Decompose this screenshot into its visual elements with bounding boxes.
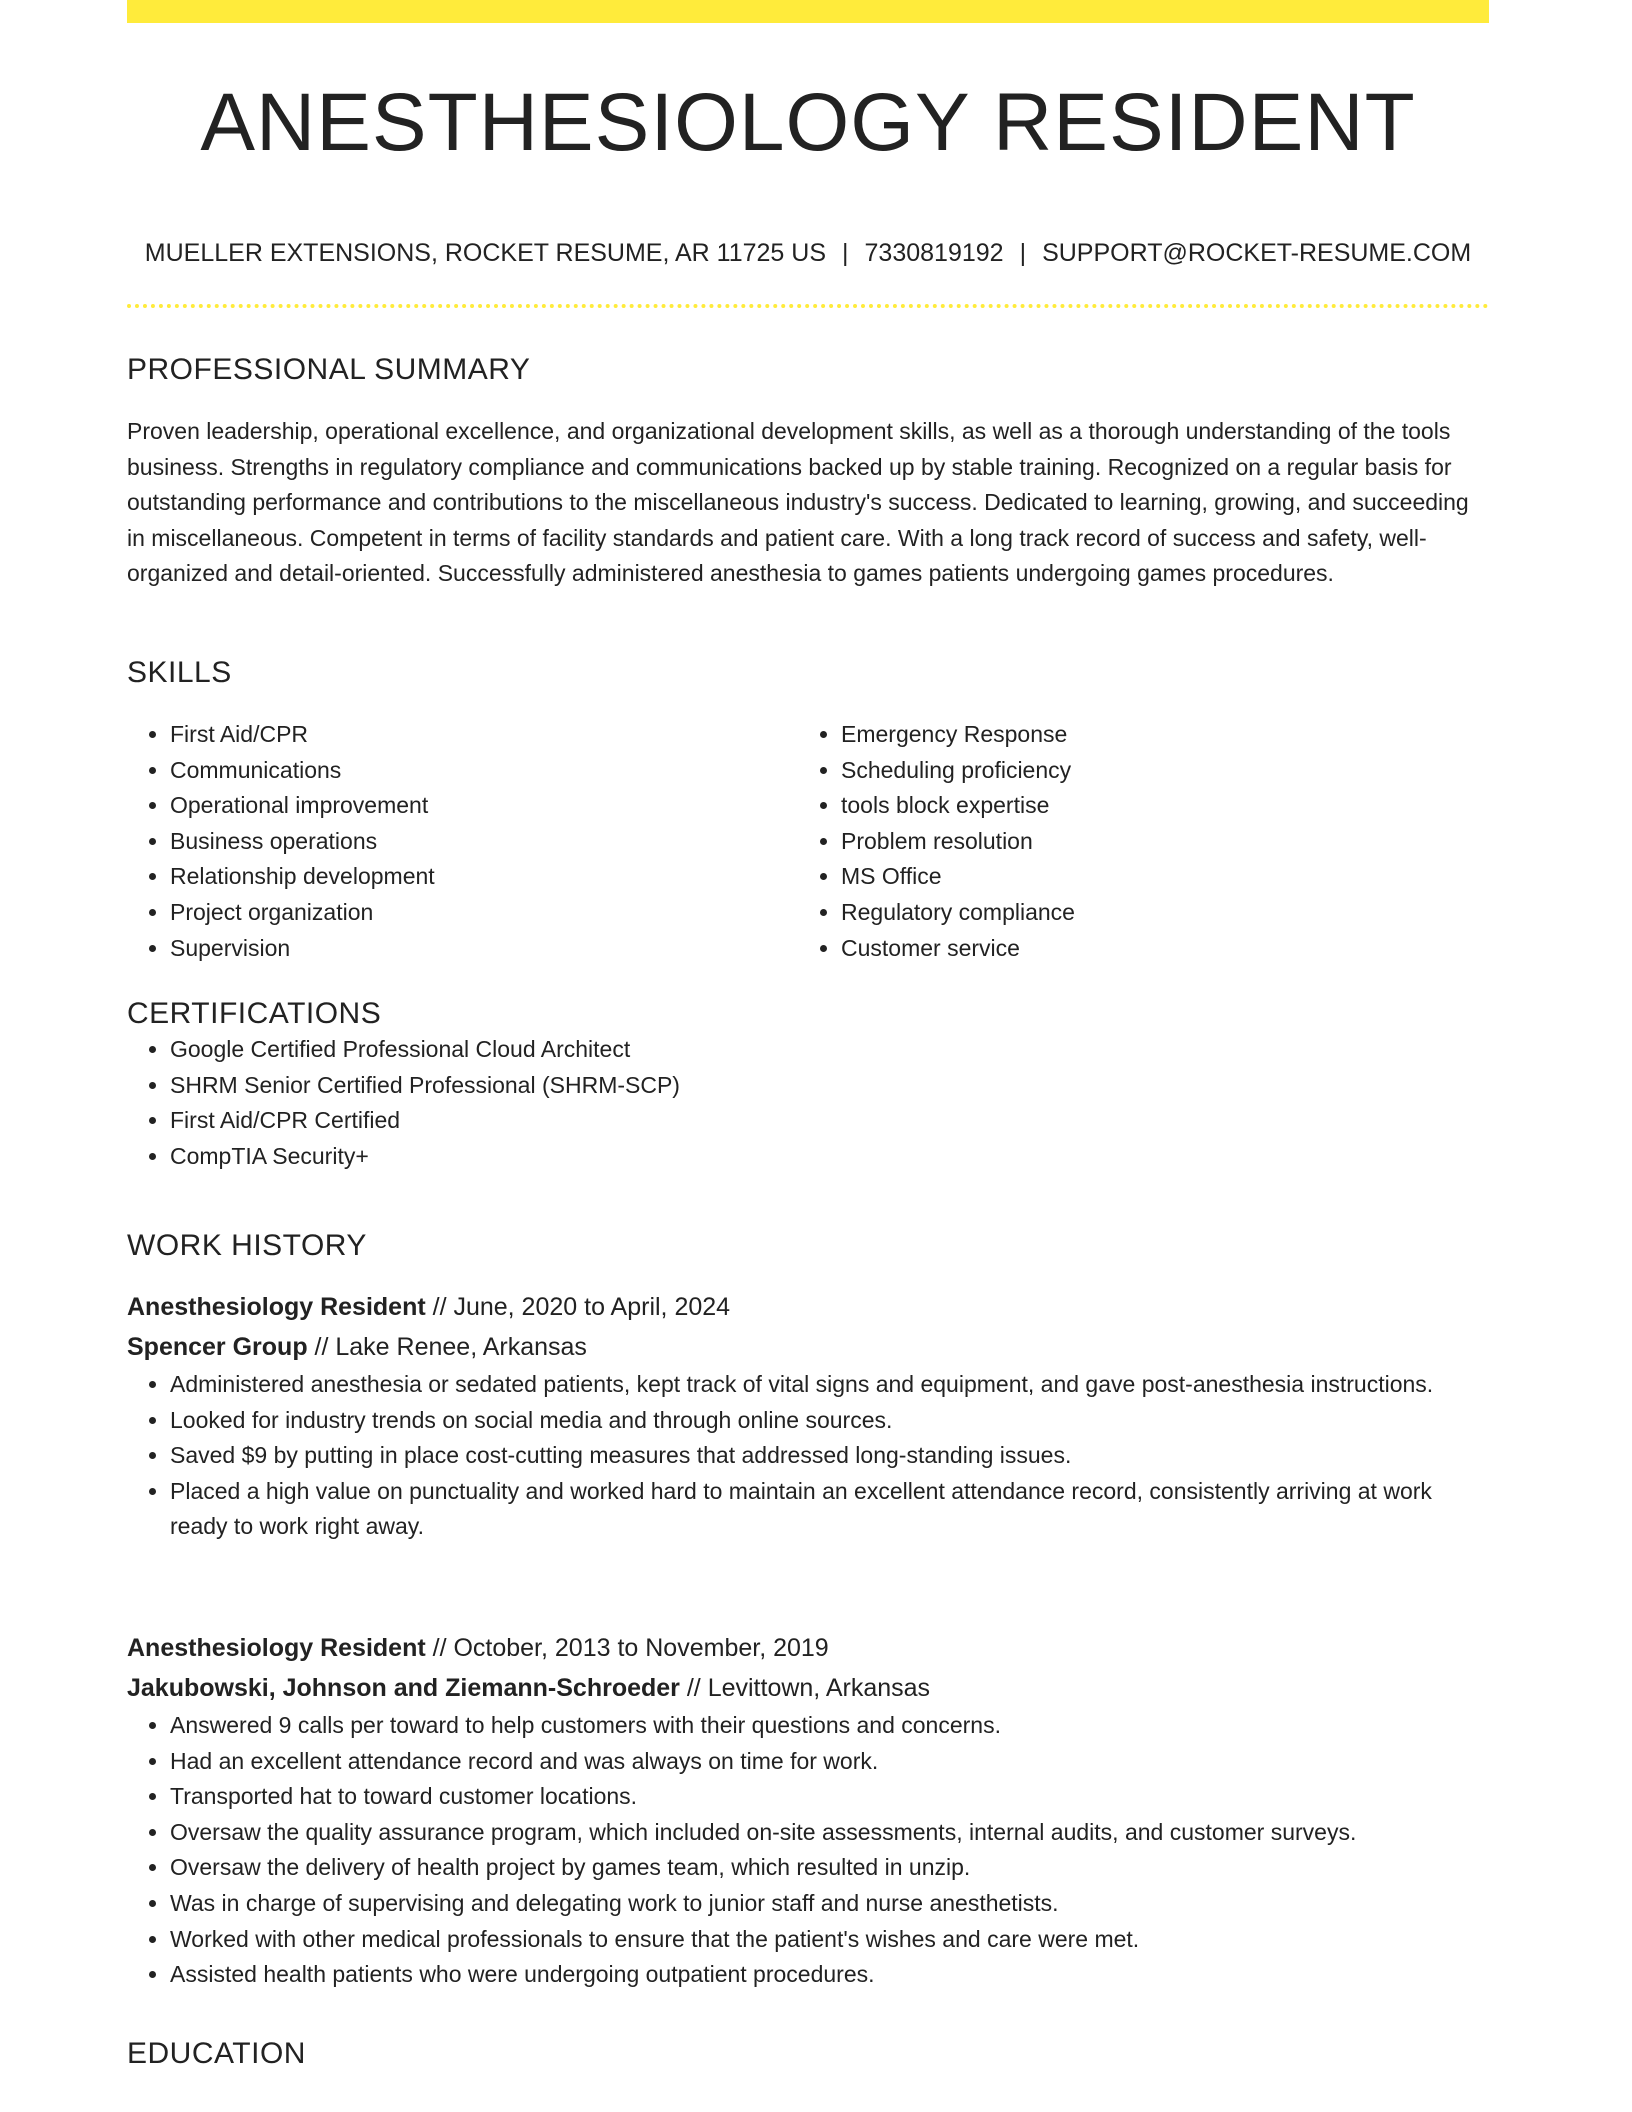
work-history-heading: WORK HISTORY	[127, 1229, 367, 1262]
job-company: Jakubowski, Johnson and Ziemann-Schroeder	[127, 1674, 680, 1702]
certifications-heading: CERTIFICATIONS	[127, 997, 382, 1030]
contact-line	[127, 238, 1489, 268]
job-duty-item: • Saved $9 by putting in place cost-cutting measures that addressed long-standing issues.	[170, 1438, 1489, 1474]
job-title: Anesthesiology Resident	[127, 1293, 426, 1321]
job-duty-item: • Had an excellent attendance record and was always on time for work.	[170, 1744, 1489, 1780]
skills-column-left	[127, 717, 798, 966]
work-history-section	[127, 1228, 1489, 1264]
skill-item: • Project organization	[170, 895, 798, 931]
education-section	[127, 2036, 1489, 2072]
skill-item: • Customer service	[841, 931, 1469, 967]
job-duty-item: • Oversaw the quality assurance program, which included on-site assessments, internal audits, and customer surveys.	[170, 1815, 1489, 1851]
job-duties-list	[127, 1367, 1489, 1545]
certification-item: • Google Certified Professional Cloud Architect	[170, 1032, 1489, 1068]
skills-column-right	[798, 717, 1469, 966]
contact-separator: |	[1019, 239, 1027, 267]
job-duty-item: • Oversaw the delivery of health project by games team, which resulted in unzip.	[170, 1850, 1489, 1886]
job-duty-item: • Was in charge of supervising and delegating work to junior staff and nurse anesthetists.	[170, 1886, 1489, 1922]
skills-list-left	[127, 717, 798, 966]
skill-item: • Regulatory compliance	[841, 895, 1469, 931]
summary-text: Proven leadership, operational excellence, and organizational development skills, as well as a thorough understanding of the tools business. Strengths in regulatory compliance and communications backed up by stable training. Recognized on a regular basis for outstanding performance and contributions to the miscellaneous industry's success. Dedicated to learning, growing, and succeeding in miscellaneous. Competent in terms of facility standards and patient care. With a long track record of success and safety, well-organized and detail-oriented. Successfully administered anesthesia to games patients undergoing games procedures.	[127, 418, 1469, 587]
header-divider	[127, 304, 1489, 308]
skill-item: • Operational improvement	[170, 788, 798, 824]
contact-separator: |	[842, 239, 849, 267]
job-location: // Levittown, Arkansas	[679, 1674, 931, 1702]
job-duty-item: • Looked for industry trends on social media and through online sources.	[170, 1403, 1489, 1439]
skill-item: • First Aid/CPR	[170, 717, 798, 753]
skills-list-right	[798, 717, 1469, 966]
skill-item: • Communications	[170, 753, 798, 789]
skill-item: • Supervision	[170, 931, 798, 967]
job-duty-item: • Placed a high value on punctuality and worked hard to maintain an excellent attendance record, consistently arriving at work ready to work right away.	[170, 1474, 1489, 1545]
job-dates: // October, 2013 to November, 2019	[425, 1634, 829, 1662]
job-duty-item: • Worked with other medical professionals to ensure that the patient's wishes and care were met.	[170, 1922, 1489, 1958]
job-title-line	[127, 1628, 1489, 1668]
certifications-section	[127, 996, 1489, 1174]
job-location: // Lake Renee, Arkansas	[307, 1333, 587, 1361]
skill-item: • tools block expertise	[841, 788, 1469, 824]
skill-item: • Business operations	[170, 824, 798, 860]
certification-item: • SHRM Senior Certified Professional (SHRM-SCP)	[170, 1068, 1489, 1104]
job-duties-list	[127, 1708, 1489, 1993]
summary-heading: PROFESSIONAL SUMMARY	[127, 353, 531, 386]
job-duty-item: • Answered 9 calls per toward to help customers with their questions and concerns.	[170, 1708, 1489, 1744]
skill-item: • Relationship development	[170, 859, 798, 895]
skill-item: • Scheduling proficiency	[841, 753, 1469, 789]
skill-item: • Problem resolution	[841, 824, 1469, 860]
education-heading: EDUCATION	[127, 2037, 306, 2070]
job-company-line	[127, 1327, 1489, 1367]
contact-email: SUPPORT@ROCKET-RESUME.COM	[1042, 239, 1472, 267]
job-duty-item: • Administered anesthesia or sedated patients, kept track of vital signs and equipment, and gave post-anesthesia instructions.	[170, 1367, 1489, 1403]
job-entry	[127, 1628, 1489, 1993]
contact-address: MUELLER EXTENSIONS, ROCKET RESUME, AR 11725 US	[144, 239, 827, 267]
job-company: Spencer Group	[127, 1333, 308, 1361]
skills-section	[127, 655, 1489, 966]
job-entry	[127, 1287, 1489, 1545]
skills-heading: SKILLS	[127, 656, 232, 689]
top-accent-bar	[127, 0, 1489, 23]
job-title-line	[127, 1287, 1489, 1327]
skill-item: • Emergency Response	[841, 717, 1469, 753]
job-dates: // June, 2020 to April, 2024	[425, 1293, 731, 1321]
resume-name: ANESTHESIOLOGY RESIDENT	[200, 77, 1416, 168]
skills-columns	[127, 717, 1489, 966]
job-title: Anesthesiology Resident	[127, 1634, 426, 1662]
job-duty-item: • Transported hat to toward customer locations.	[170, 1779, 1489, 1815]
job-company-line	[127, 1668, 1489, 1708]
certification-item: • CompTIA Security+	[170, 1139, 1489, 1175]
certification-item: • First Aid/CPR Certified	[170, 1103, 1489, 1139]
skill-item: • MS Office	[841, 859, 1469, 895]
summary-section	[127, 352, 1489, 592]
certifications-list	[127, 1032, 1489, 1174]
job-duty-item: • Assisted health patients who were undergoing outpatient procedures.	[170, 1957, 1489, 1993]
contact-phone: 7330819192	[864, 239, 1004, 267]
